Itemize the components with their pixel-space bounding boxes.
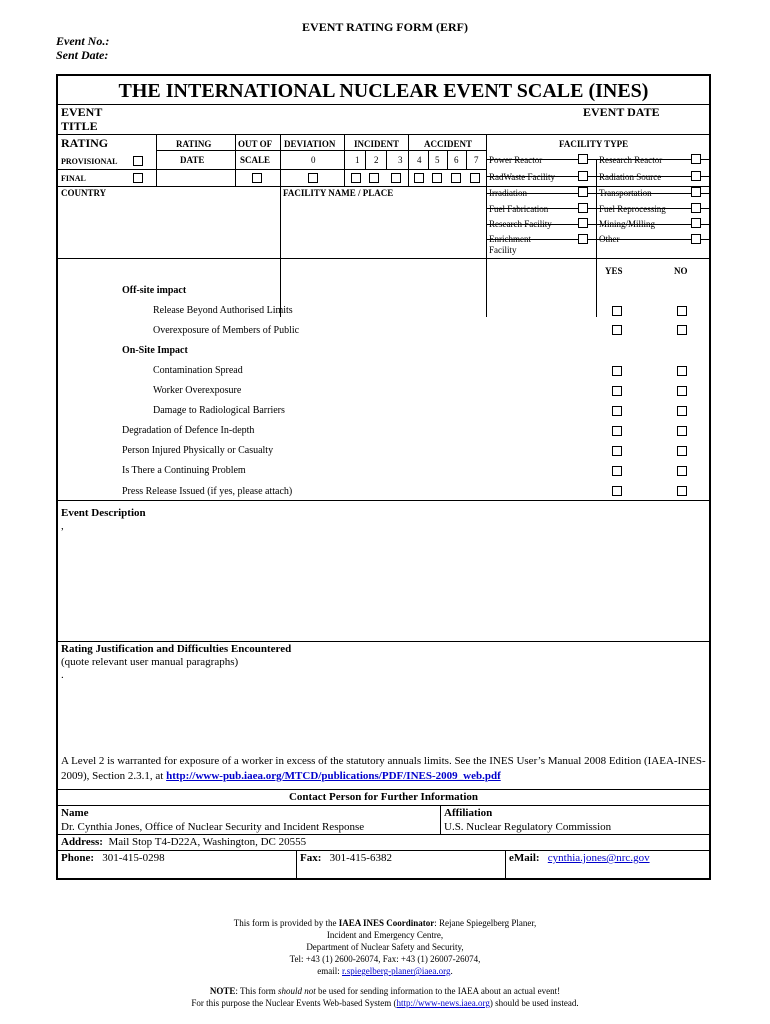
power-reactor-checkbox[interactable] [578, 154, 588, 164]
irradiation-checkbox[interactable] [578, 187, 588, 197]
footer-line-4: Tel: +43 (1) 2600-26074, Fax: +43 (1) 26007-26074, [289, 954, 481, 964]
accident-label: ACCIDENT [424, 139, 473, 149]
news-system-link[interactable]: http://www-news.iaea.org [396, 998, 490, 1008]
radiation-source-checkbox[interactable] [691, 171, 701, 181]
degradation-no-checkbox[interactable] [677, 426, 687, 436]
damage-barriers-yes-checkbox[interactable] [612, 406, 622, 416]
provisional-checkbox[interactable] [133, 156, 143, 166]
release-yes-checkbox[interactable] [612, 306, 622, 316]
justification-label: Rating Justification and Difficulties Encountered [61, 643, 292, 655]
injured-label: Person Injured Physically or Casualty [122, 445, 274, 456]
footer-note: NOTE: This form should not be used for sending information to the IAEA about an actual event! [209, 986, 561, 996]
fax-row[interactable]: Fax: 301-415-6382 [300, 852, 392, 864]
footer-line-2: Incident and Emergency Centre, [326, 930, 444, 940]
incident-2-checkbox[interactable] [369, 173, 379, 183]
footer-last-line: For this purpose the Nuclear Events Web-based System (http://www-news.iaea.org) should be used instead. [191, 998, 579, 1008]
press-release-yes-checkbox[interactable] [612, 486, 622, 496]
accident-4-checkbox[interactable] [414, 173, 424, 183]
rating-date-label-2: DATE [180, 155, 205, 165]
offsite-impact-heading: Off-site impact [122, 285, 187, 296]
other-checkbox[interactable] [691, 234, 701, 244]
out-of-scale-label-1: OUT OF [238, 139, 273, 149]
affiliation-label: Affiliation [444, 807, 493, 819]
facility-research-reactor: Research Reactor [599, 155, 663, 165]
accident-5-checkbox[interactable] [432, 173, 442, 183]
justification-sub: (quote relevant user manual paragraphs) [61, 656, 239, 668]
press-release-no-checkbox[interactable] [677, 486, 687, 496]
research-facility-checkbox[interactable] [578, 218, 588, 228]
press-release-label: Press Release Issued (if yes, please attach) [122, 486, 293, 497]
incident-label: INCIDENT [354, 139, 400, 149]
facility-research-facility: Research Facility [489, 219, 552, 229]
onsite-impact-heading: On-Site Impact [122, 345, 188, 356]
ines-form [56, 74, 711, 880]
name-label: Name [61, 807, 89, 819]
event-date-label: EVENT DATE [583, 105, 660, 119]
phone-row[interactable]: Phone: 301-415-0298 [61, 852, 165, 864]
facility-type-label: FACILITY TYPE [559, 139, 629, 149]
incident-level-1: 1 [355, 155, 360, 165]
transportation-checkbox[interactable] [691, 187, 701, 197]
contamination-no-checkbox[interactable] [677, 366, 687, 376]
facility-fuel-reprocessing: Fuel Reprocessing [599, 204, 666, 214]
worker-overexposure-label: Worker Overexposure [153, 385, 242, 396]
event-description-label: Event Description [61, 507, 146, 519]
deviation-checkbox[interactable] [308, 173, 318, 183]
facility-radwaste: RadWaste Facility [489, 172, 556, 182]
fuel-reprocessing-checkbox[interactable] [691, 203, 701, 213]
mining-milling-checkbox[interactable] [691, 218, 701, 228]
sent-date-label: Sent Date: [56, 48, 109, 62]
email-row[interactable]: eMail: cynthia.jones@nrc.gov [509, 852, 650, 864]
incident-3-checkbox[interactable] [391, 173, 401, 183]
ines-manual-link[interactable]: http://www-pub.iaea.org/MTCD/publications/PDF/INES-2009_web.pdf [166, 770, 501, 782]
research-reactor-checkbox[interactable] [691, 154, 701, 164]
overexposure-public-no-checkbox[interactable] [677, 325, 687, 335]
event-description-text[interactable]: , [61, 520, 64, 532]
out-of-scale-checkbox[interactable] [252, 173, 262, 183]
coordinator-email-link[interactable]: r.spiegelberg-planer@iaea.org [342, 966, 451, 976]
continuing-yes-checkbox[interactable] [612, 466, 622, 476]
facility-transportation: Transportation [599, 188, 652, 198]
damage-barriers-no-checkbox[interactable] [677, 406, 687, 416]
form-header-title: EVENT RATING FORM (ERF) [302, 20, 468, 34]
facility-name-label: FACILITY NAME / PLACE [283, 188, 394, 198]
footer-line-5: email: r.spiegelberg-planer@iaea.org. [317, 966, 453, 976]
contamination-label: Contamination Spread [153, 365, 243, 376]
final-label: FINAL [61, 174, 86, 183]
incident-1-checkbox[interactable] [351, 173, 361, 183]
email-link[interactable]: cynthia.jones@nrc.gov [547, 852, 650, 864]
justification-dot: . [61, 669, 64, 681]
release-label: Release Beyond Authorised Limits [153, 305, 293, 316]
rating-label: RATING [61, 136, 109, 150]
affiliation-value[interactable]: U.S. Nuclear Regulatory Commission [444, 821, 612, 833]
rating-date-label-1: RATING [176, 139, 212, 149]
facility-fuel-fabrication: Fuel Fabrication [489, 204, 549, 214]
release-no-checkbox[interactable] [677, 306, 687, 316]
degradation-label: Degradation of Defence In-depth [122, 425, 255, 436]
worker-overexposure-yes-checkbox[interactable] [612, 386, 622, 396]
final-checkbox[interactable] [133, 173, 143, 183]
facility-irradiation: Irradiation [489, 188, 527, 198]
worker-overexposure-no-checkbox[interactable] [677, 386, 687, 396]
footer-line-3: Department of Nuclear Safety and Security, [306, 942, 464, 952]
accident-level-5: 5 [435, 155, 440, 165]
damage-barriers-label: Damage to Radiological Barriers [153, 405, 285, 416]
radwaste-checkbox[interactable] [578, 171, 588, 181]
accident-level-7: 7 [474, 155, 479, 165]
out-of-scale-label-2: SCALE [240, 155, 271, 165]
continuing-label: Is There a Continuing Problem [122, 465, 246, 476]
country-label: COUNTRY [61, 188, 107, 198]
deviation-level: 0 [311, 155, 316, 165]
degradation-yes-checkbox[interactable] [612, 426, 622, 436]
enrichment-checkbox[interactable] [578, 234, 588, 244]
address-row[interactable]: Address: Mail Stop T4-D22A, Washington, DC 20555 [61, 836, 307, 848]
injured-no-checkbox[interactable] [677, 446, 687, 456]
event-no-label: Event No.: [56, 34, 110, 48]
overexposure-public-yes-checkbox[interactable] [612, 325, 622, 335]
footer-line-1: This form is provided by the IAEA INES Coordinator: Rejane Spiegelberg Planer, [233, 918, 537, 928]
continuing-no-checkbox[interactable] [677, 466, 687, 476]
incident-level-2: 2 [374, 155, 379, 165]
no-label: NO [674, 266, 688, 276]
deviation-label: DEVIATION [284, 139, 336, 149]
accident-level-6: 6 [454, 155, 459, 165]
event-title-label: EVENT TITLE [61, 105, 103, 133]
ines-title: THE INTERNATIONAL NUCLEAR EVENT SCALE (INES) [118, 80, 649, 102]
overexposure-public-label: Overexposure of Members of Public [153, 325, 300, 336]
accident-6-checkbox[interactable] [451, 173, 461, 183]
contamination-yes-checkbox[interactable] [612, 366, 622, 376]
justification-text[interactable]: A Level 2 is warranted for exposure of a worker in excess of the statutory annuals limits. See the INES User’s Manual 2008 Edition (IAEA-INES-2009), Section 2.3.1, at http://www-pub.iaea.org/MTCD/publications/PDF/INES-2009_web.pdf [61, 755, 706, 782]
contact-heading: Contact Person for Further Information [288, 791, 478, 803]
yes-label: YES [605, 266, 623, 276]
accident-level-4: 4 [417, 155, 422, 165]
injured-yes-checkbox[interactable] [612, 446, 622, 456]
facility-power-reactor: Power Reactor [489, 155, 543, 165]
incident-level-3: 3 [398, 155, 403, 165]
name-value[interactable]: Dr. Cynthia Jones, Office of Nuclear Security and Incident Response [61, 821, 365, 833]
facility-radiation-source: Radiation Source [599, 172, 662, 182]
facility-other: Other [599, 234, 620, 244]
facility-enrichment: Enrichment Facility [489, 234, 531, 255]
facility-mining-milling: Mining/Milling [599, 219, 656, 229]
accident-7-checkbox[interactable] [470, 173, 480, 183]
footer [0, 917, 770, 1009]
fuel-fabrication-checkbox[interactable] [578, 203, 588, 213]
provisional-label: PROVISIONAL [61, 157, 118, 166]
